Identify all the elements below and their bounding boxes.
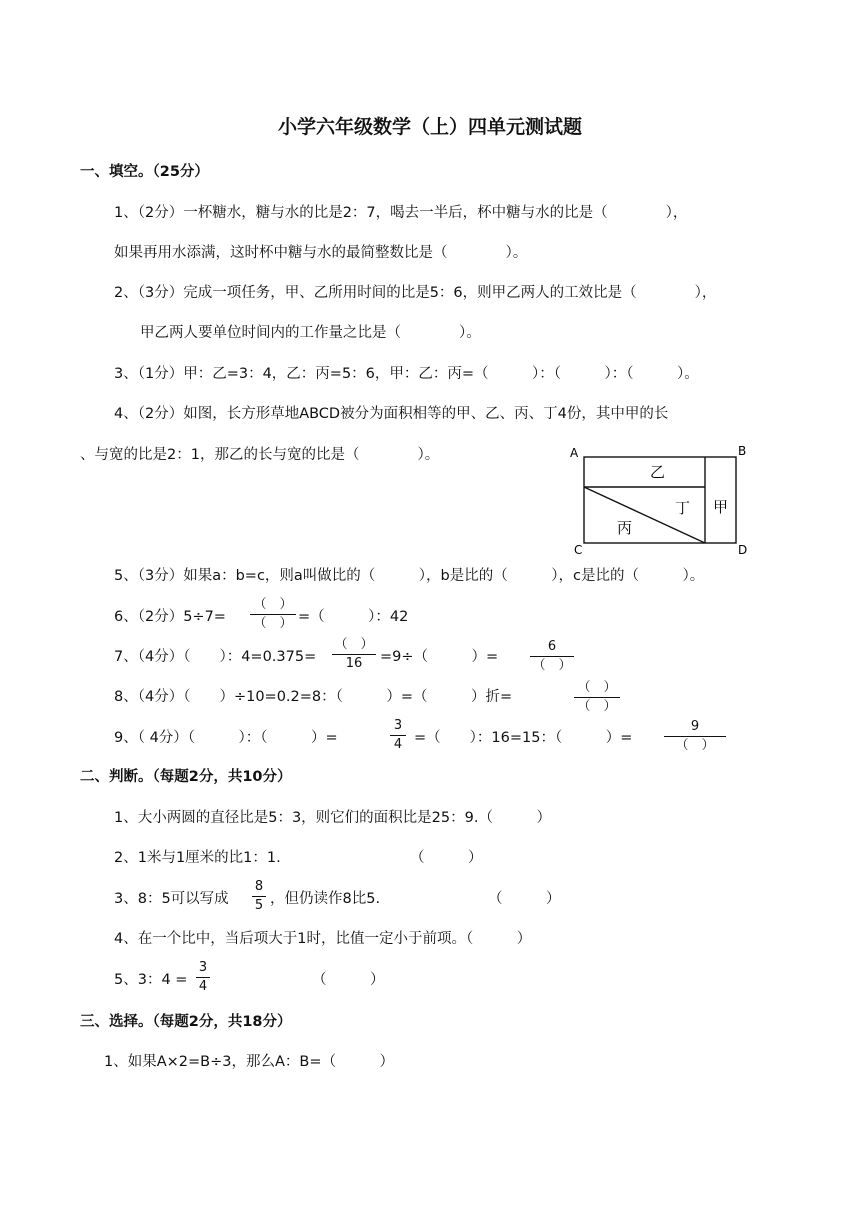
question-9-right: =（ ）：16=15：（ ）= — [414, 730, 633, 746]
label-a: A — [570, 446, 579, 460]
judge-question-1: 1、大小两圆的直径比是5：3，则它们的面积比是25：9.（ ） — [114, 810, 551, 826]
question-4-line-2: 、与宽的比是2：1，那乙的长与宽的比是（ ）。 — [80, 447, 440, 463]
question-2-line-1: 2、（3分）完成一项任务，甲、乙所用时间的比是5：6，则甲乙两人的工效比是（ ）， — [114, 285, 717, 301]
judge-question-2-parens: （ ） — [410, 850, 483, 866]
choice-question-1: 1、如果A×2=B÷3，那么A：B=（ ） — [104, 1054, 395, 1070]
question-3: 3、（1分）甲：乙=3：4，乙：丙=5：6，甲：乙：丙=（ ）：（ ）：（ ）。 — [114, 366, 699, 382]
fraction-3-over-4-judge: 3 4 — [196, 960, 210, 995]
question-7-right: =9÷（ ）= — [380, 649, 499, 665]
label-d: D — [738, 543, 748, 557]
section-heading-judge: 二、判断。（每题2分，共10分） — [80, 769, 292, 785]
judge-question-5-left: 5、3：4 = — [114, 972, 188, 988]
label-ding: 丁 — [675, 499, 691, 517]
judge-question-3-left: 3、8：5可以写成 — [114, 891, 229, 907]
label-jia: 甲 — [713, 498, 729, 516]
question-1-line-2: 如果再用水添满，这时杯中糖与水的最简整数比是（ ）。 — [114, 245, 528, 261]
question-5: 5、（3分）如果a：b=c，则a叫做比的（ ），b是比的（ ），c是比的（ ）。 — [114, 568, 705, 584]
rectangle-figure — [566, 441, 756, 559]
judge-question-4: 4、在一个比中，当后项大于1时，比值一定小于前项。（ ） — [114, 931, 532, 947]
question-7-left: 7、（4分）（ ）：4=0.375= — [114, 649, 317, 665]
fraction-blank-over-16: （ ） 16 — [332, 637, 376, 672]
question-6-left: 6、（2分）5÷7= — [114, 609, 226, 625]
judge-question-3-parens: （ ） — [488, 891, 561, 907]
fraction-blank: （ ） （ ） — [250, 597, 296, 632]
fraction-8-over-5: 8 5 — [252, 879, 266, 914]
question-8-left: 8、（4分）（ ）÷10=0.2=8：（ ）=（ ）折= — [114, 689, 513, 705]
fraction-blank-over-blank: （ ） （ ） — [574, 680, 620, 715]
label-b: B — [738, 444, 747, 458]
question-2-line-2: 甲乙两人要单位时间内的工作量之比是（ ）。 — [140, 325, 481, 341]
section-heading-fill: 一、填空。（25分） — [80, 164, 209, 180]
label-bing: 丙 — [617, 519, 633, 537]
page-title: 小学六年级数学（上）四单元测试题 — [277, 116, 582, 138]
judge-question-2: 2、1米与1厘米的比1：1. — [114, 850, 281, 866]
question-1-line-1: 1、（2分）一杯糖水，糖与水的比是2：7，喝去一半后，杯中糖与水的比是（ ）， — [114, 205, 688, 221]
fraction-9-over-blank: 9 （ ） — [664, 719, 726, 754]
label-yi: 乙 — [650, 463, 666, 481]
judge-question-5-parens: （ ） — [312, 972, 385, 988]
section-heading-choice: 三、选择。（每题2分，共18分） — [80, 1014, 292, 1030]
fraction-6-over-blank: 6 （ ） — [530, 639, 574, 674]
judge-question-3-right: ，但仍读作8比5. — [270, 891, 381, 907]
question-9-left: 9、（ 4分）（ ）：（ ）= — [114, 730, 338, 746]
question-4-line-1: 4、（2分）如图，长方形草地ABCD被分为面积相等的甲、乙、丙、丁4份，其中甲的长 — [114, 406, 669, 422]
label-c: C — [574, 543, 583, 557]
question-6-right: =（ ）：42 — [298, 609, 409, 625]
fraction-3-over-4: 3 4 — [390, 718, 406, 753]
